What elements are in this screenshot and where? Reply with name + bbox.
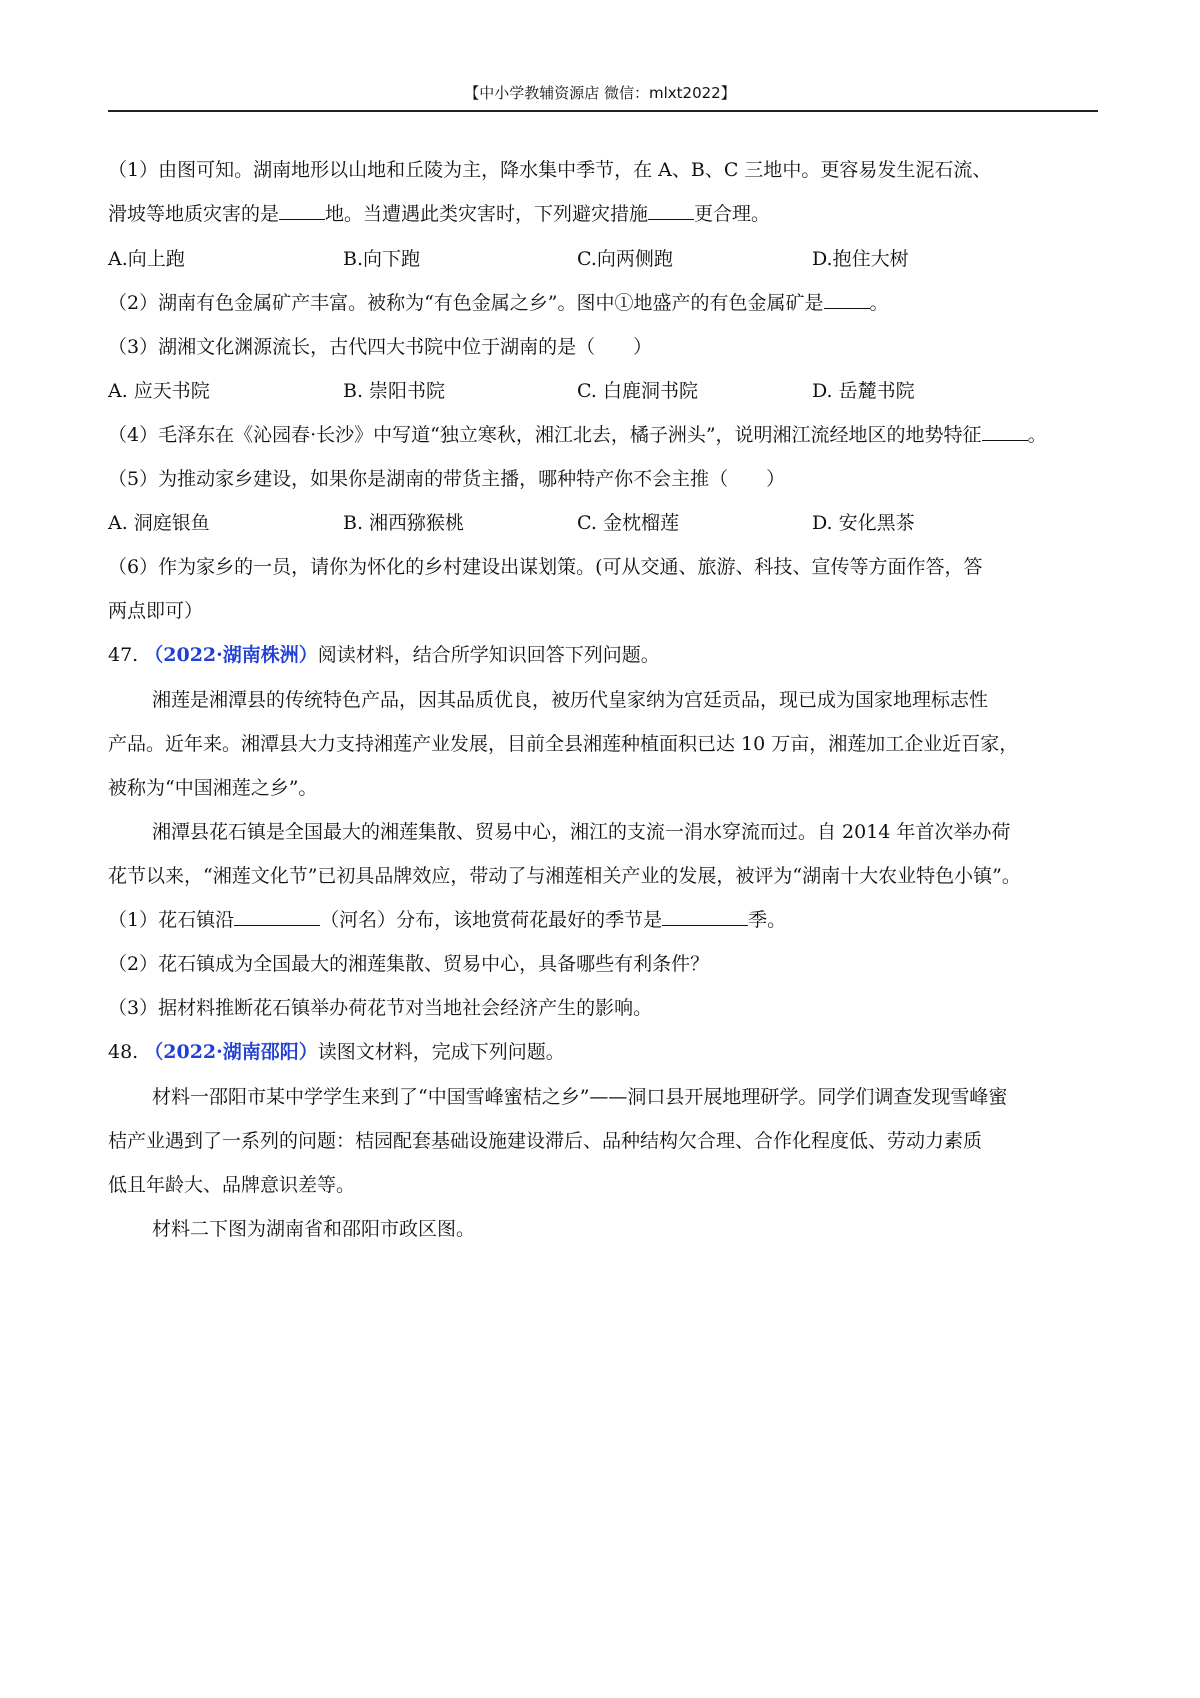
q46-p3-option-a: A. 应天书院 xyxy=(108,380,210,402)
q46-p1-option-b: B.向下跑 xyxy=(343,248,421,270)
q47-material1-line3: 被称为“中国湘莲之乡”。 xyxy=(108,777,318,799)
q47-sub3: （3）据材料推断花石镇举办荷花节对当地社会经济产生的影响。 xyxy=(108,997,653,1019)
q46-p3-option-c: C. 白鹿洞书院 xyxy=(577,380,698,402)
q48-material1-line2: 桔产业遇到了一系列的问题：桔园配套基础设施建设滞后、品种结构欠合理、合作化程度低、劳动力素质 xyxy=(108,1130,983,1152)
q47-source: （2022·湖南株洲） xyxy=(144,644,318,666)
q47-material2-line2: 花节以来，“湘莲文化节”已初具品牌效应，带动了与湘莲相关产业的发展，被评为“湖南十大农业特色小镇”。 xyxy=(108,865,1021,887)
q47-sub1: （1）花石镇沿 （河名）分布，该地赏荷花最好的季节是 季。 xyxy=(108,909,787,931)
q46-p5-option-d: D. 安化黑茶 xyxy=(812,512,915,534)
q47-number: 47. xyxy=(108,644,139,666)
q46-p6-line1: （6）作为家乡的一员，请你为怀化的乡村建设出谋划策。(可从交通、旅游、科技、宣传等方面作答，答 xyxy=(108,556,983,578)
q46-p1-option-c: C.向两侧跑 xyxy=(577,248,673,270)
answer-blank[interactable] xyxy=(648,201,694,220)
q48-material2: 材料二下图为湖南省和邵阳市政区图。 xyxy=(152,1218,476,1240)
answer-blank[interactable] xyxy=(279,201,325,220)
answer-blank[interactable] xyxy=(234,907,320,926)
header-rule xyxy=(108,110,1098,112)
q46-p1-option-a: A.向上跑 xyxy=(108,248,185,270)
q46-p5-option-c: C. 金枕榴莲 xyxy=(577,512,679,534)
q46-p5: （5）为推动家乡建设，如果你是湖南的带货主播，哪种特产你不会主推（ ） xyxy=(108,468,786,490)
q47-material1-line2: 产品。近年来。湘潭县大力支持湘莲产业发展，目前全县湘莲种植面积已达 10 万亩，湘莲加工企业近百家， xyxy=(108,733,1019,755)
page-header: 【中小学教辅资源店 微信：mlxt2022】 xyxy=(464,84,736,102)
q46-p6-line2: 两点即可） xyxy=(108,600,204,622)
q46-p1-line1: （1）由图可知。湖南地形以山地和丘陵为主，降水集中季节，在 A、B、C 三地中。更容易发生泥石流、 xyxy=(108,159,992,181)
q48-number: 48. xyxy=(108,1041,139,1063)
q47-heading xyxy=(108,642,660,668)
q48-prompt: 读图文材料，完成下列问题。 xyxy=(317,1041,565,1063)
q46-p1-option-d: D.抱住大树 xyxy=(812,248,909,270)
q46-p5-option-a: A. 洞庭银鱼 xyxy=(108,512,210,534)
answer-blank[interactable] xyxy=(824,290,870,309)
q48-material1-line3: 低且年龄大、品牌意识差等。 xyxy=(108,1174,356,1196)
q46-p3-option-b: B. 崇阳书院 xyxy=(343,380,446,402)
q47-material2-line1: 湘潭县花石镇是全国最大的湘莲集散、贸易中心，湘江的支流一涓水穿流而过。自 2014 年首次举办荷 xyxy=(152,821,1011,843)
q46-p3-option-d: D. 岳麓书院 xyxy=(812,380,915,402)
q46-p1-line2: 滑坡等地质灾害的是 地。当遭遇此类灾害时，下列避灾措施 更合理。 xyxy=(108,203,771,225)
q47-prompt: 阅读材料，结合所学知识回答下列问题。 xyxy=(317,644,660,666)
q47-material1-line1: 湘莲是湘潭县的传统特色产品，因其品质优良，被历代皇家纳为宫廷贡品，现已成为国家地理标志性 xyxy=(152,689,989,711)
q46-p4: （4）毛泽东在《沁园春·长沙》中写道“独立寒秋，湘江北去，橘子洲头”，说明湘江流经地区的地势特征 。 xyxy=(108,424,1047,446)
q47-sub2: （2）花石镇成为全国最大的湘莲集散、贸易中心，具备哪些有利条件？ xyxy=(108,953,710,975)
q48-material1-line1: 材料一邵阳市某中学学生来到了“中国雪峰蜜桔之乡”——洞口县开展地理研学。同学们调查发现雪峰蜜 xyxy=(152,1086,1008,1108)
q46-p3: （3）湖湘文化渊源流长，古代四大书院中位于湖南的是（ ） xyxy=(108,336,653,358)
answer-blank[interactable] xyxy=(982,422,1028,441)
q48-heading xyxy=(108,1039,565,1065)
answer-blank[interactable] xyxy=(662,907,748,926)
q46-p2: （2）湖南有色金属矿产丰富。被称为“有色金属之乡”。图中①地盛产的有色金属矿是 。 xyxy=(108,292,889,314)
q48-source: （2022·湖南邵阳） xyxy=(144,1041,318,1063)
q46-p5-option-b: B. 湘西猕猴桃 xyxy=(343,512,465,534)
